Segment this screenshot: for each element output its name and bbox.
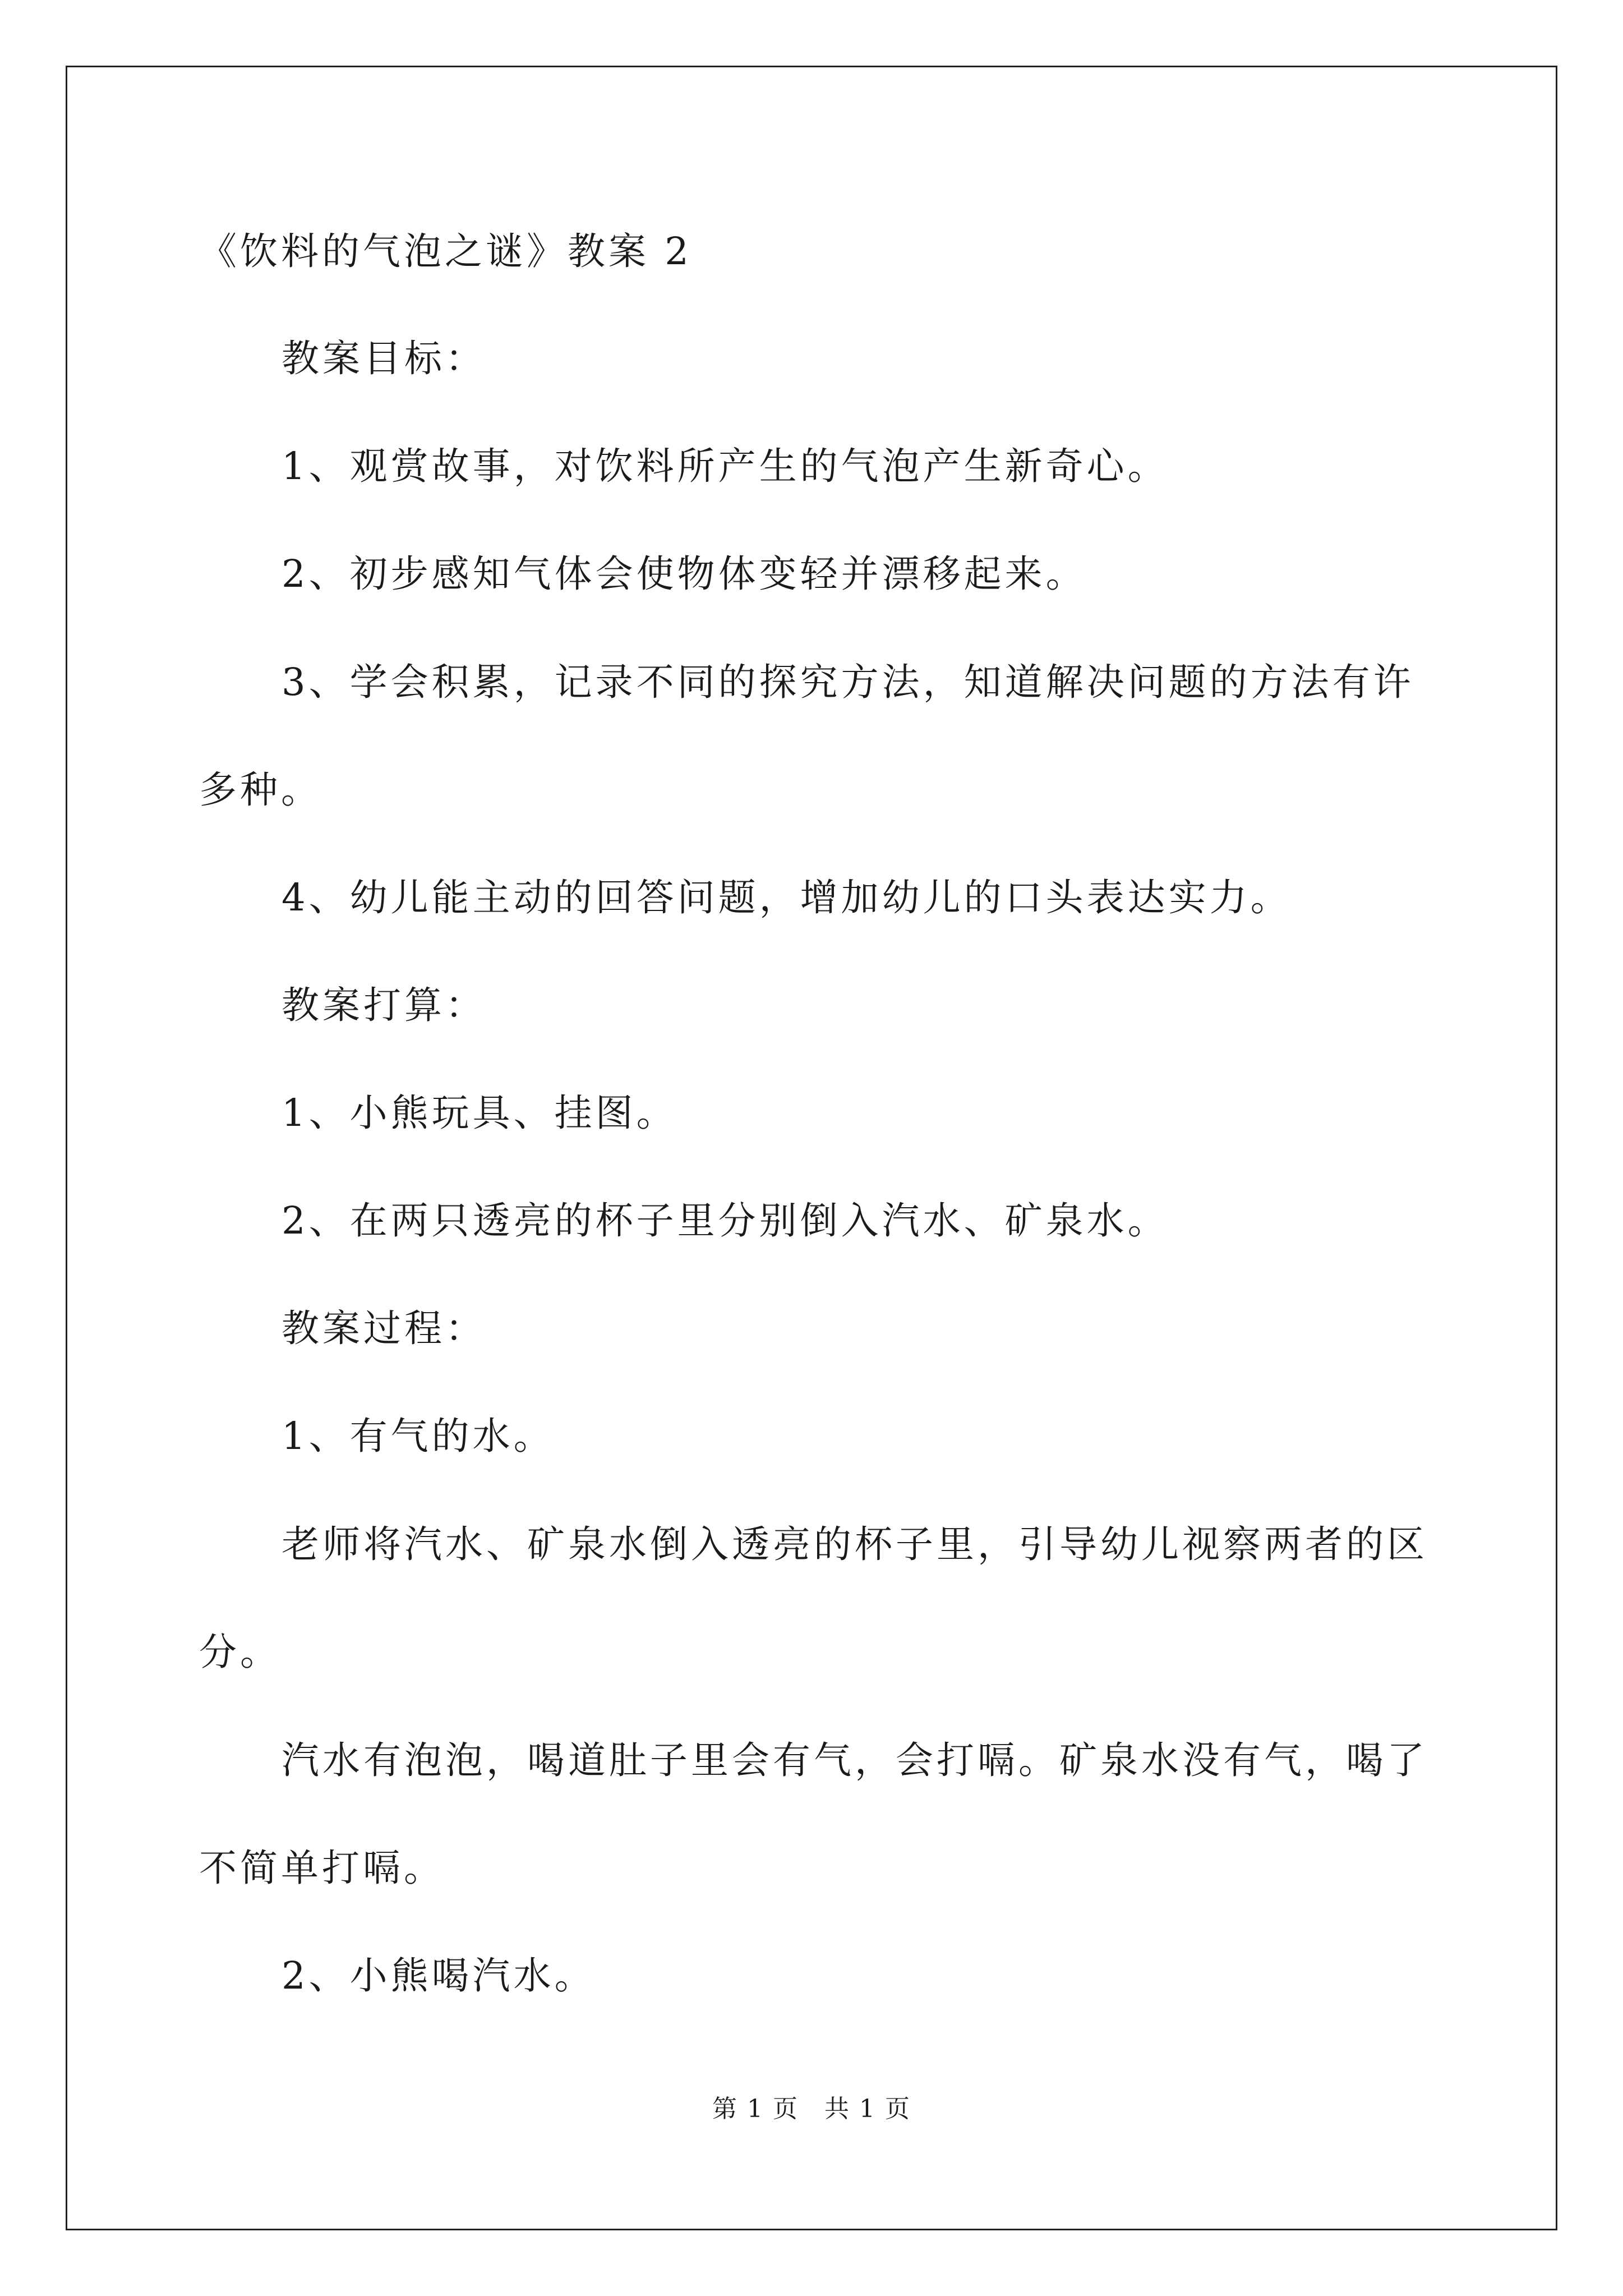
paragraph-objective-3: 3、学会积累，记录不同的探究方法，知道解决问题的方法有许多种。 bbox=[199, 660, 1414, 812]
paragraph-process-1-observation: 汽水有泡泡，喝道肚子里会有气，会打嗝。矿泉水没有气，喝了不简单打嗝。 bbox=[199, 1738, 1428, 1890]
document-body bbox=[199, 223, 1438, 2055]
paragraph-objective-2: 2、初步感知气体会使物体变轻并漂移起来。 bbox=[282, 552, 1087, 596]
paragraph-process-1: 1、有气的水。 bbox=[282, 1414, 555, 1458]
document-title: 《饮料的气泡之谜》教案 2 bbox=[199, 229, 692, 273]
paragraph-preparation-2: 2、在两只透亮的杯子里分别倒入汽水、矿泉水。 bbox=[282, 1199, 1169, 1243]
paragraph-process-2: 2、小熊喝汽水。 bbox=[282, 1954, 596, 1998]
paragraph-objective-1: 1、观赏故事，对饮料所产生的气泡产生新奇心。 bbox=[282, 444, 1169, 488]
paragraph-process-heading: 教案过程： bbox=[282, 1306, 486, 1350]
paragraph-objective-4: 4、幼儿能主动的回答问题，增加幼儿的口头表达实力。 bbox=[282, 876, 1292, 919]
paragraph-preparation-heading: 教案打算： bbox=[282, 983, 486, 1027]
page-number-footer: 第 1 页 共 1 页 bbox=[712, 2095, 911, 2123]
paragraph-process-1-detail: 老师将汽水、矿泉水倒入透亮的杯子里，引导幼儿视察两者的区分。 bbox=[199, 1522, 1428, 1674]
paragraph-preparation-1: 1、小熊玩具、挂图。 bbox=[282, 1091, 677, 1135]
paragraph-objectives-heading: 教案目标： bbox=[282, 337, 486, 380]
